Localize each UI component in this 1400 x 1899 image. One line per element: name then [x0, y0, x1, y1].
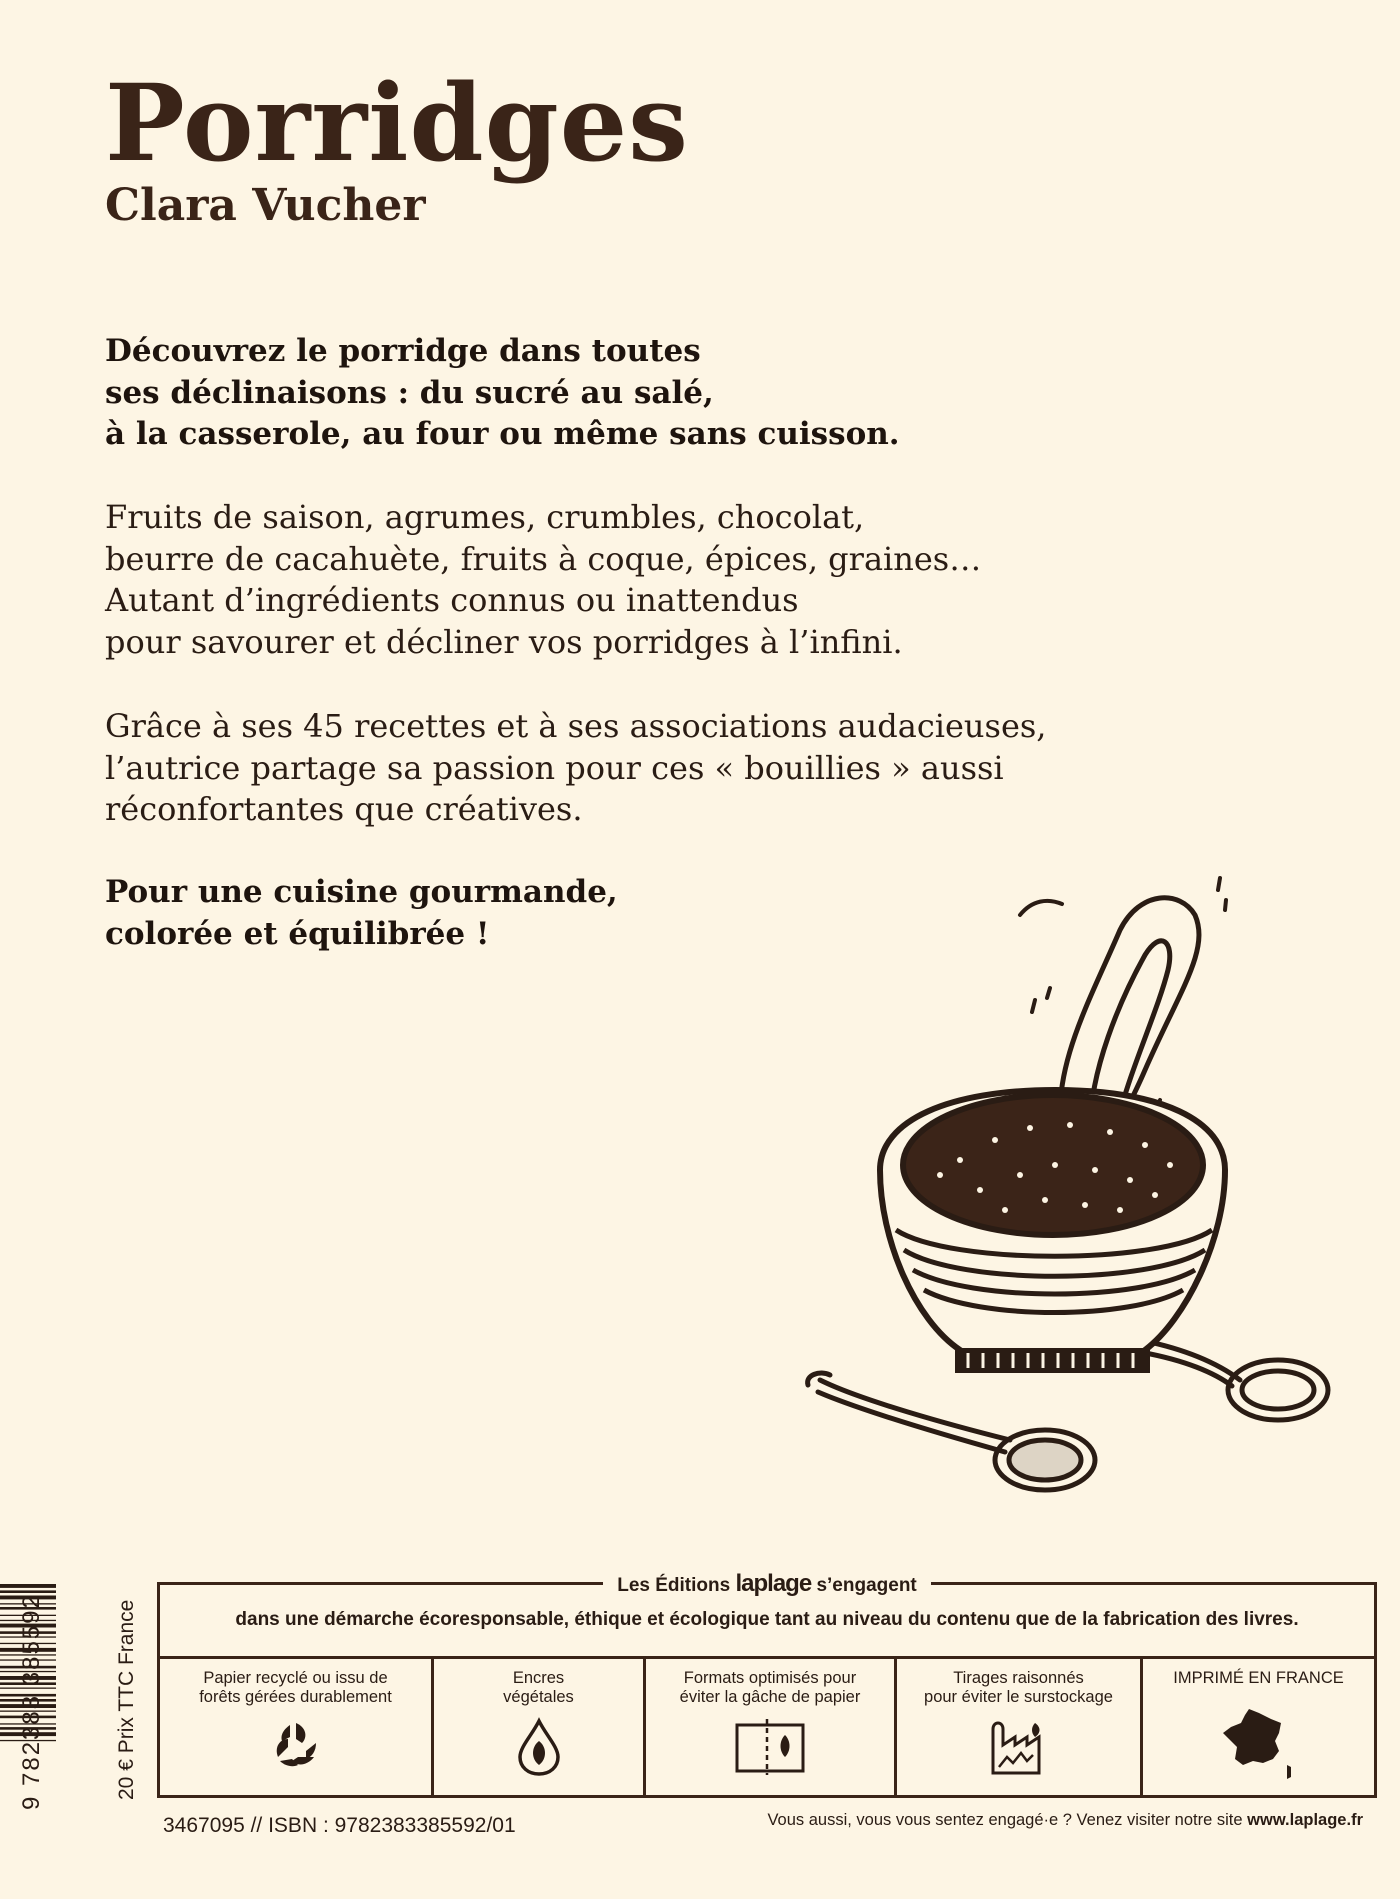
blurb-lead-line: à la casserole, au four ou même sans cuisson.: [105, 416, 900, 452]
blurb-line: Fruits de saison, agrumes, crumbles, chocolat,: [105, 498, 865, 536]
blurb-line: Autant d’ingrédients connus ou inattendus: [105, 581, 799, 619]
eco-item-text: éviter la gâche de papier: [679, 1688, 861, 1706]
book-author: Clara Vucher: [105, 180, 426, 231]
eco-header: [160, 1570, 1374, 1598]
porridge-bowl-illustration: [800, 870, 1360, 1530]
blurb-paragraph-recipes: [105, 706, 1045, 831]
publisher-logo: laplage: [735, 1570, 812, 1597]
eco-items: [160, 1656, 1374, 1795]
blurb-line: réconfortantes que créatives.: [105, 790, 583, 828]
eco-subtitle: dans une démarche écoresponsable, éthique et écologique tant au niveau du contenu que de la fabrication des livres.: [235, 1609, 1299, 1630]
factory-icon: [987, 1717, 1051, 1777]
barcode-digits: 9 782383 385592: [18, 1593, 45, 1810]
eco-item-print-runs: [897, 1659, 1143, 1795]
blurb-lead-line: Découvrez le porridge dans toutes: [105, 333, 701, 369]
eco-item-text: Papier recyclé ou issu de: [203, 1669, 388, 1687]
blurb-line: l’autrice partage sa passion pour ces « bouillies » aussi: [105, 748, 1004, 787]
eco-item-text: pour éviter le surstockage: [924, 1688, 1113, 1706]
blurb-closing-line: Pour une cuisine gourmande,: [105, 874, 618, 910]
eco-item-text: Encres: [512, 1669, 565, 1687]
folded-paper-leaf-icon: [733, 1717, 807, 1777]
france-map-icon: [1219, 1705, 1299, 1783]
book-title: Porridges: [105, 60, 689, 185]
blurb-line: pour savourer et décliner vos porridges à l’infini.: [105, 622, 903, 661]
eco-header-prefix: Les Éditions: [617, 1575, 731, 1596]
publisher-site-line: [767, 1811, 1363, 1830]
eco-header-suffix: s’engagent: [816, 1575, 917, 1596]
blurb-lead: [105, 331, 1045, 456]
blurb-line: beurre de cacahuète, fruits à coque, épices, graines…: [105, 539, 982, 578]
publisher-website-link[interactable]: www.laplage.fr: [1247, 1811, 1363, 1829]
blurb-lead-line: ses déclinaisons : du sucré au salé,: [105, 374, 714, 411]
site-invitation-text: Vous aussi, vous vous sentez engagé·e ? Venez visiter notre site: [767, 1811, 1243, 1829]
price-label: 20 € Prix TTC France: [115, 1599, 138, 1800]
eco-item-formats: [646, 1659, 897, 1795]
blurb-paragraph-ingredients: [105, 497, 1045, 663]
eco-commitment-box: [157, 1570, 1377, 1798]
eco-item-text: IMPRIMÉ EN FRANCE: [1173, 1669, 1344, 1687]
isbn-reference: 3467095 // ISBN : 9782383385592/01: [163, 1814, 516, 1837]
eco-item-inks: [434, 1659, 646, 1795]
eco-item-text: forêts gérées durablement: [199, 1688, 392, 1706]
eco-item-text: Tirages raisonnés: [953, 1669, 1084, 1687]
eco-item-text: Formats optimisés pour: [683, 1669, 857, 1687]
recycle-leaves-icon: [268, 1717, 324, 1773]
eco-item-text: végétales: [503, 1688, 574, 1706]
eco-item-paper: [160, 1659, 434, 1795]
blurb-closing-line: colorée et équilibrée !: [105, 915, 490, 952]
eco-item-made-in-france: [1143, 1659, 1374, 1795]
barcode-bar: [0, 1584, 56, 1588]
blurb-line: Grâce à ses 45 recettes et à ses associations audacieuses,: [105, 707, 1047, 745]
ink-drop-leaf-icon: [514, 1717, 564, 1777]
